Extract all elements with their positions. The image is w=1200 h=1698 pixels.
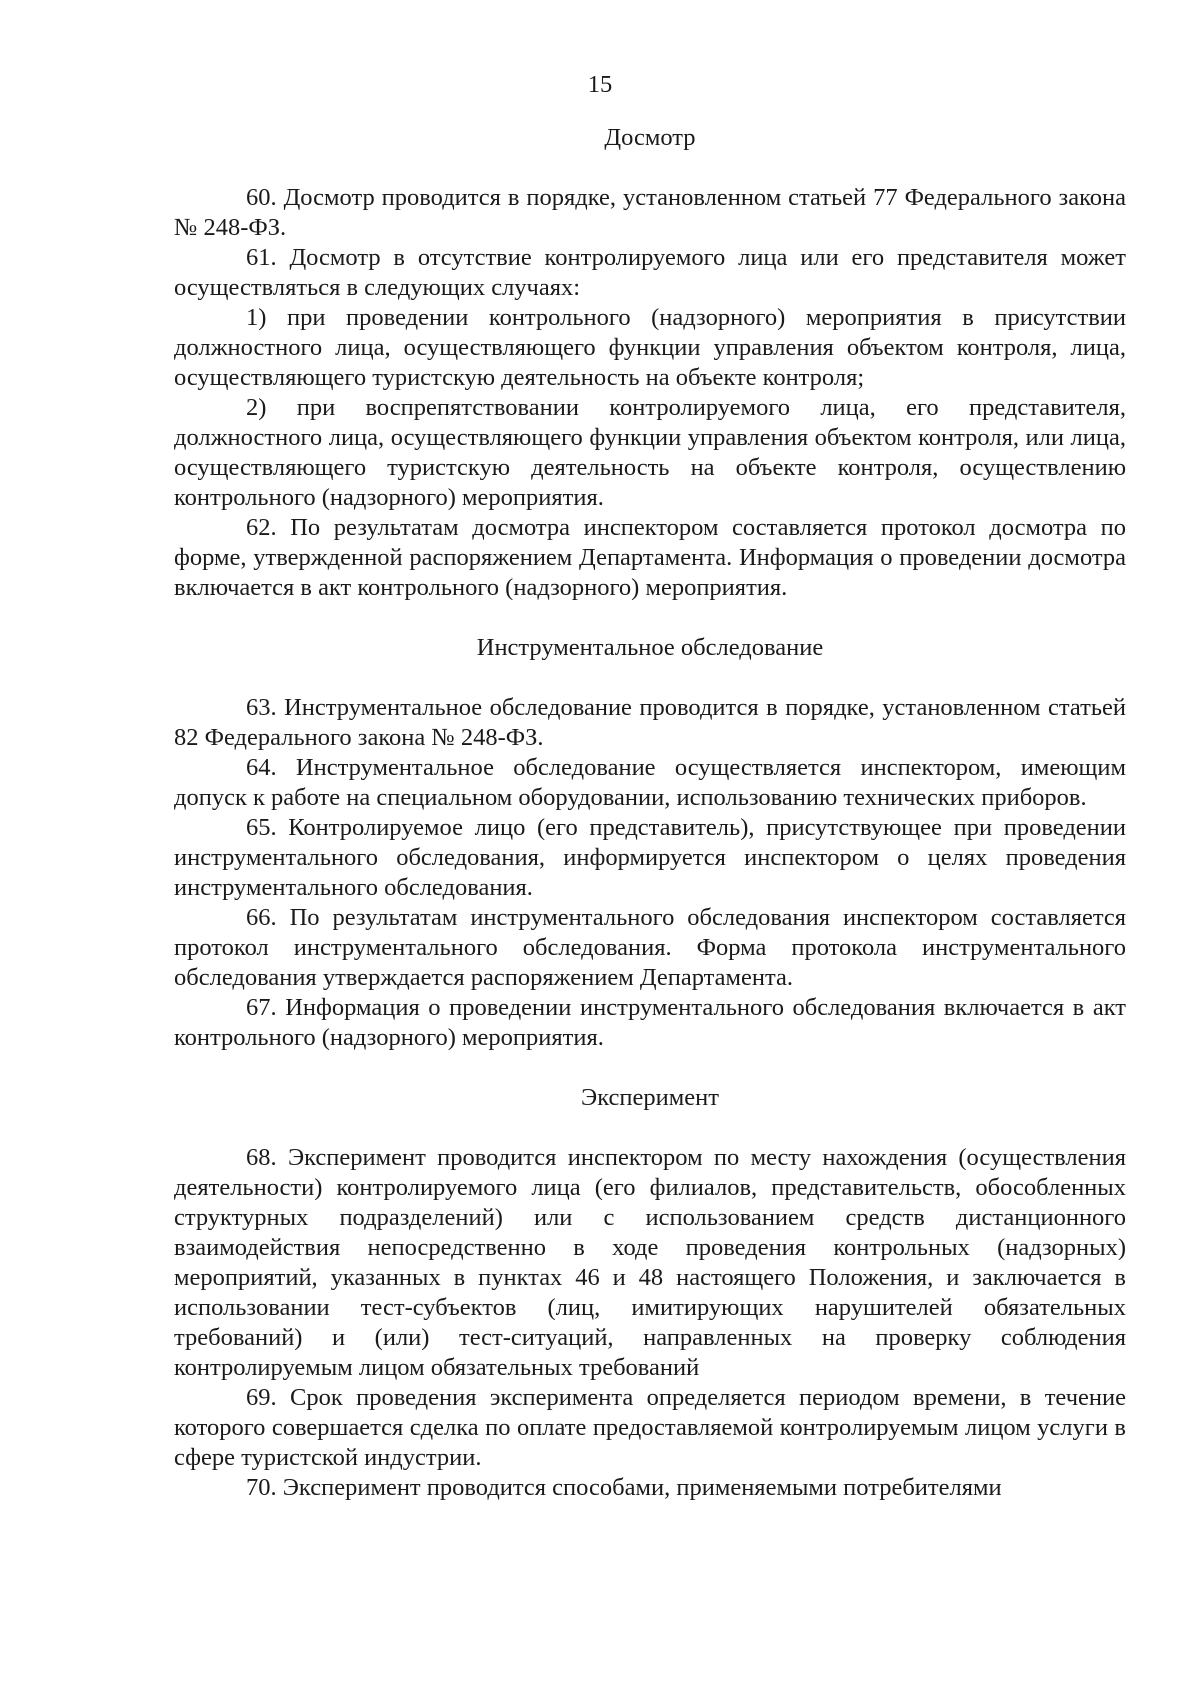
paragraph-70: 70. Эксперимент проводится способами, применяемыми потребителями [246, 1474, 1002, 1501]
paragraph-69: 69. Срок проведения эксперимента определяется периодом времени, в течение которого совершается сделка по оплате предоставляемой контролируемым лицом услуги в сфере туристской индустрии. [174, 1384, 1126, 1471]
paragraph-61-item-1: 1) при проведении контрольного (надзорного) мероприятия в присутствии должностного лица, осуществляющего функции управления объектом контроля, лица, осуществляющего туристскую деятельность на объекте контроля; [174, 304, 1126, 391]
paragraph-66: 66. По результатам инструментального обследования инспектором составляется протокол инструментального обследования. Форма протокола инструментального обследования утверждается распоряжением Департамента. [174, 904, 1126, 991]
paragraph-63: 63. Инструментальное обследование проводится в порядке, установленном статьей 82 Федерального закона № 248-ФЗ. [174, 694, 1126, 751]
paragraph-68: 68. Эксперимент проводится инспектором по месту нахождения (осуществления деятельности) контролируемого лица (его филиалов, представительств, обособленных структурных подразделений) или с использованием средств дистанционного взаимодействия непосредственно в ходе проведения контрольных (надзорных) мероприятий, указанных в пунктах 46 и 48 настоящего Положения, и заключается в использовании тест-субъектов (лиц, имитирующих нарушителей обязательных требований) и (или) тест-ситуаций, направленных на проверку соблюдения контролируемым лицом обязательных требований [174, 1144, 1126, 1381]
section-heading-experiment: Эксперимент [581, 1084, 719, 1111]
paragraph-60: 60. Досмотр проводится в порядке, установленном статьей 77 Федерального закона № 248-ФЗ. [174, 184, 1126, 241]
paragraph-62: 62. По результатам досмотра инспектором составляется протокол досмотра по форме, утвержденной распоряжением Департамента. Информация о проведении досмотра включается в акт контрольного (надзорного) мероприятия. [174, 514, 1126, 601]
paragraph-61: 61. Досмотр в отсутствие контролируемого лица или его представителя может осуществляться в следующих случаях: [174, 244, 1126, 301]
paragraph-67: 67. Информация о проведении инструментального обследования включается в акт контрольного (надзорного) мероприятия. [174, 994, 1126, 1051]
section-heading-inspection: Досмотр [604, 124, 696, 151]
paragraph-65: 65. Контролируемое лицо (его представитель), присутствующее при проведении инструментального обследования, информируется инспектором о целях проведения инструментального обследования. [174, 814, 1126, 901]
document-body [174, 123, 1126, 1503]
paragraph-64: 64. Инструментальное обследование осуществляется инспектором, имеющим допуск к работе на специальном оборудовании, использованию технических приборов. [174, 754, 1126, 811]
page-number: 15 [587, 71, 613, 98]
section-heading-instrumental-survey: Инструментальное обследование [476, 634, 824, 661]
paragraph-61-item-2: 2) при воспрепятствовании контролируемого лица, его представителя, должностного лица, осуществляющего функции управления объектом контроля, или лица, осуществляющего туристскую деятельность на объекте контроля, осуществлению контрольного (надзорного) мероприятия. [174, 394, 1126, 511]
